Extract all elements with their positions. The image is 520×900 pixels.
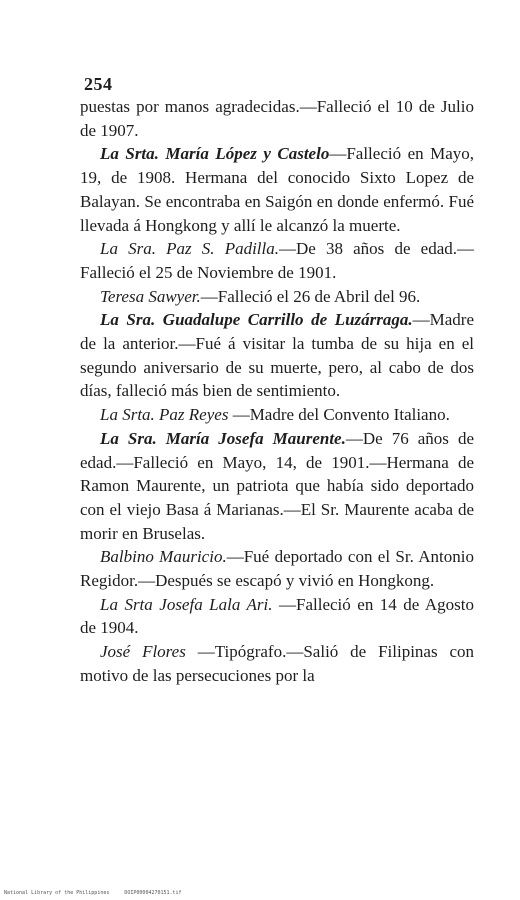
paragraph-text: puestas por manos agradecidas.—Falleció el 10 de Julio de 1907.	[80, 97, 474, 140]
text-body	[80, 95, 474, 688]
paragraph	[80, 403, 474, 427]
paragraph-text: —Madre del Convento Italiano.	[228, 405, 450, 425]
paragraph-text: —De 38 años de edad.—Falleció el 25 de Noviembre de 1901.	[80, 239, 474, 282]
paragraph-name: José Flores	[100, 642, 186, 662]
paragraph-name: Teresa Sawyer.	[100, 286, 201, 306]
paragraph-text: —Madre de la anterior.—Fué á visitar la tumba de su hija en el segundo aniversario de su muerte, pero, al cabo de dos días, falleció más bien de sentimiento.	[80, 310, 474, 401]
footer-library: National Library of the Philippines	[4, 890, 110, 896]
paragraph-text: —Falleció en Mayo, 19, de 1908. Hermana del conocido Sixto Lopez de Balayan. Se encontraba en Saigón en donde enfermó. Fué llevada á Hongkong y allí le alcanzó la muerte.	[80, 144, 475, 235]
paragraph-text: —Tipógrafo.—Salió de Filipinas con motivo de las persecuciones por la	[80, 642, 474, 685]
paragraph	[80, 593, 474, 640]
paragraph-name: Balbino Mauricio.	[100, 547, 227, 567]
paragraph	[80, 427, 474, 546]
paragraph-text: —De 76 años de edad.—Falleció en Mayo, 14, de 1901.—Hermana de Ramon Maurente, un patriota que había sido deportado con el viejo Basa á Marianas.—El Sr. Maurente acaba de morir en Bruselas.	[80, 428, 475, 543]
paragraph	[80, 308, 474, 403]
scan-footer	[4, 890, 182, 896]
paragraph-name: La Srta Josefa Lala Ari.	[100, 594, 273, 614]
paragraph-name: La Sra. Paz S. Padilla.	[100, 239, 279, 259]
paragraph-name: La Srta. Paz Reyes	[100, 405, 229, 425]
footer-code: DOIP00004270151.tif	[124, 890, 182, 896]
paragraph-name: La Sra. María Josefa Maurente.	[100, 428, 346, 448]
paragraph	[80, 95, 474, 142]
paragraph	[80, 640, 474, 687]
paragraph	[80, 237, 474, 284]
page-number: 254	[84, 74, 113, 94]
paragraph-name: La Sra. Guadalupe Carrillo de Luzárraga.	[100, 310, 413, 330]
paragraph-name: La Srta. María López y Castelo	[100, 144, 330, 164]
paragraph-text: —Falleció el 26 de Abril del 96.	[200, 286, 421, 306]
paragraph	[80, 142, 474, 237]
paragraph	[80, 545, 474, 592]
paragraph-text: —Fué deportado con el Sr. Antonio Regidor.—Después se escapó y vivió en Hongkong.	[80, 547, 474, 591]
paragraph	[80, 285, 474, 309]
paragraph-text: —Falleció en 14 de Agosto de 1904.	[80, 594, 474, 638]
